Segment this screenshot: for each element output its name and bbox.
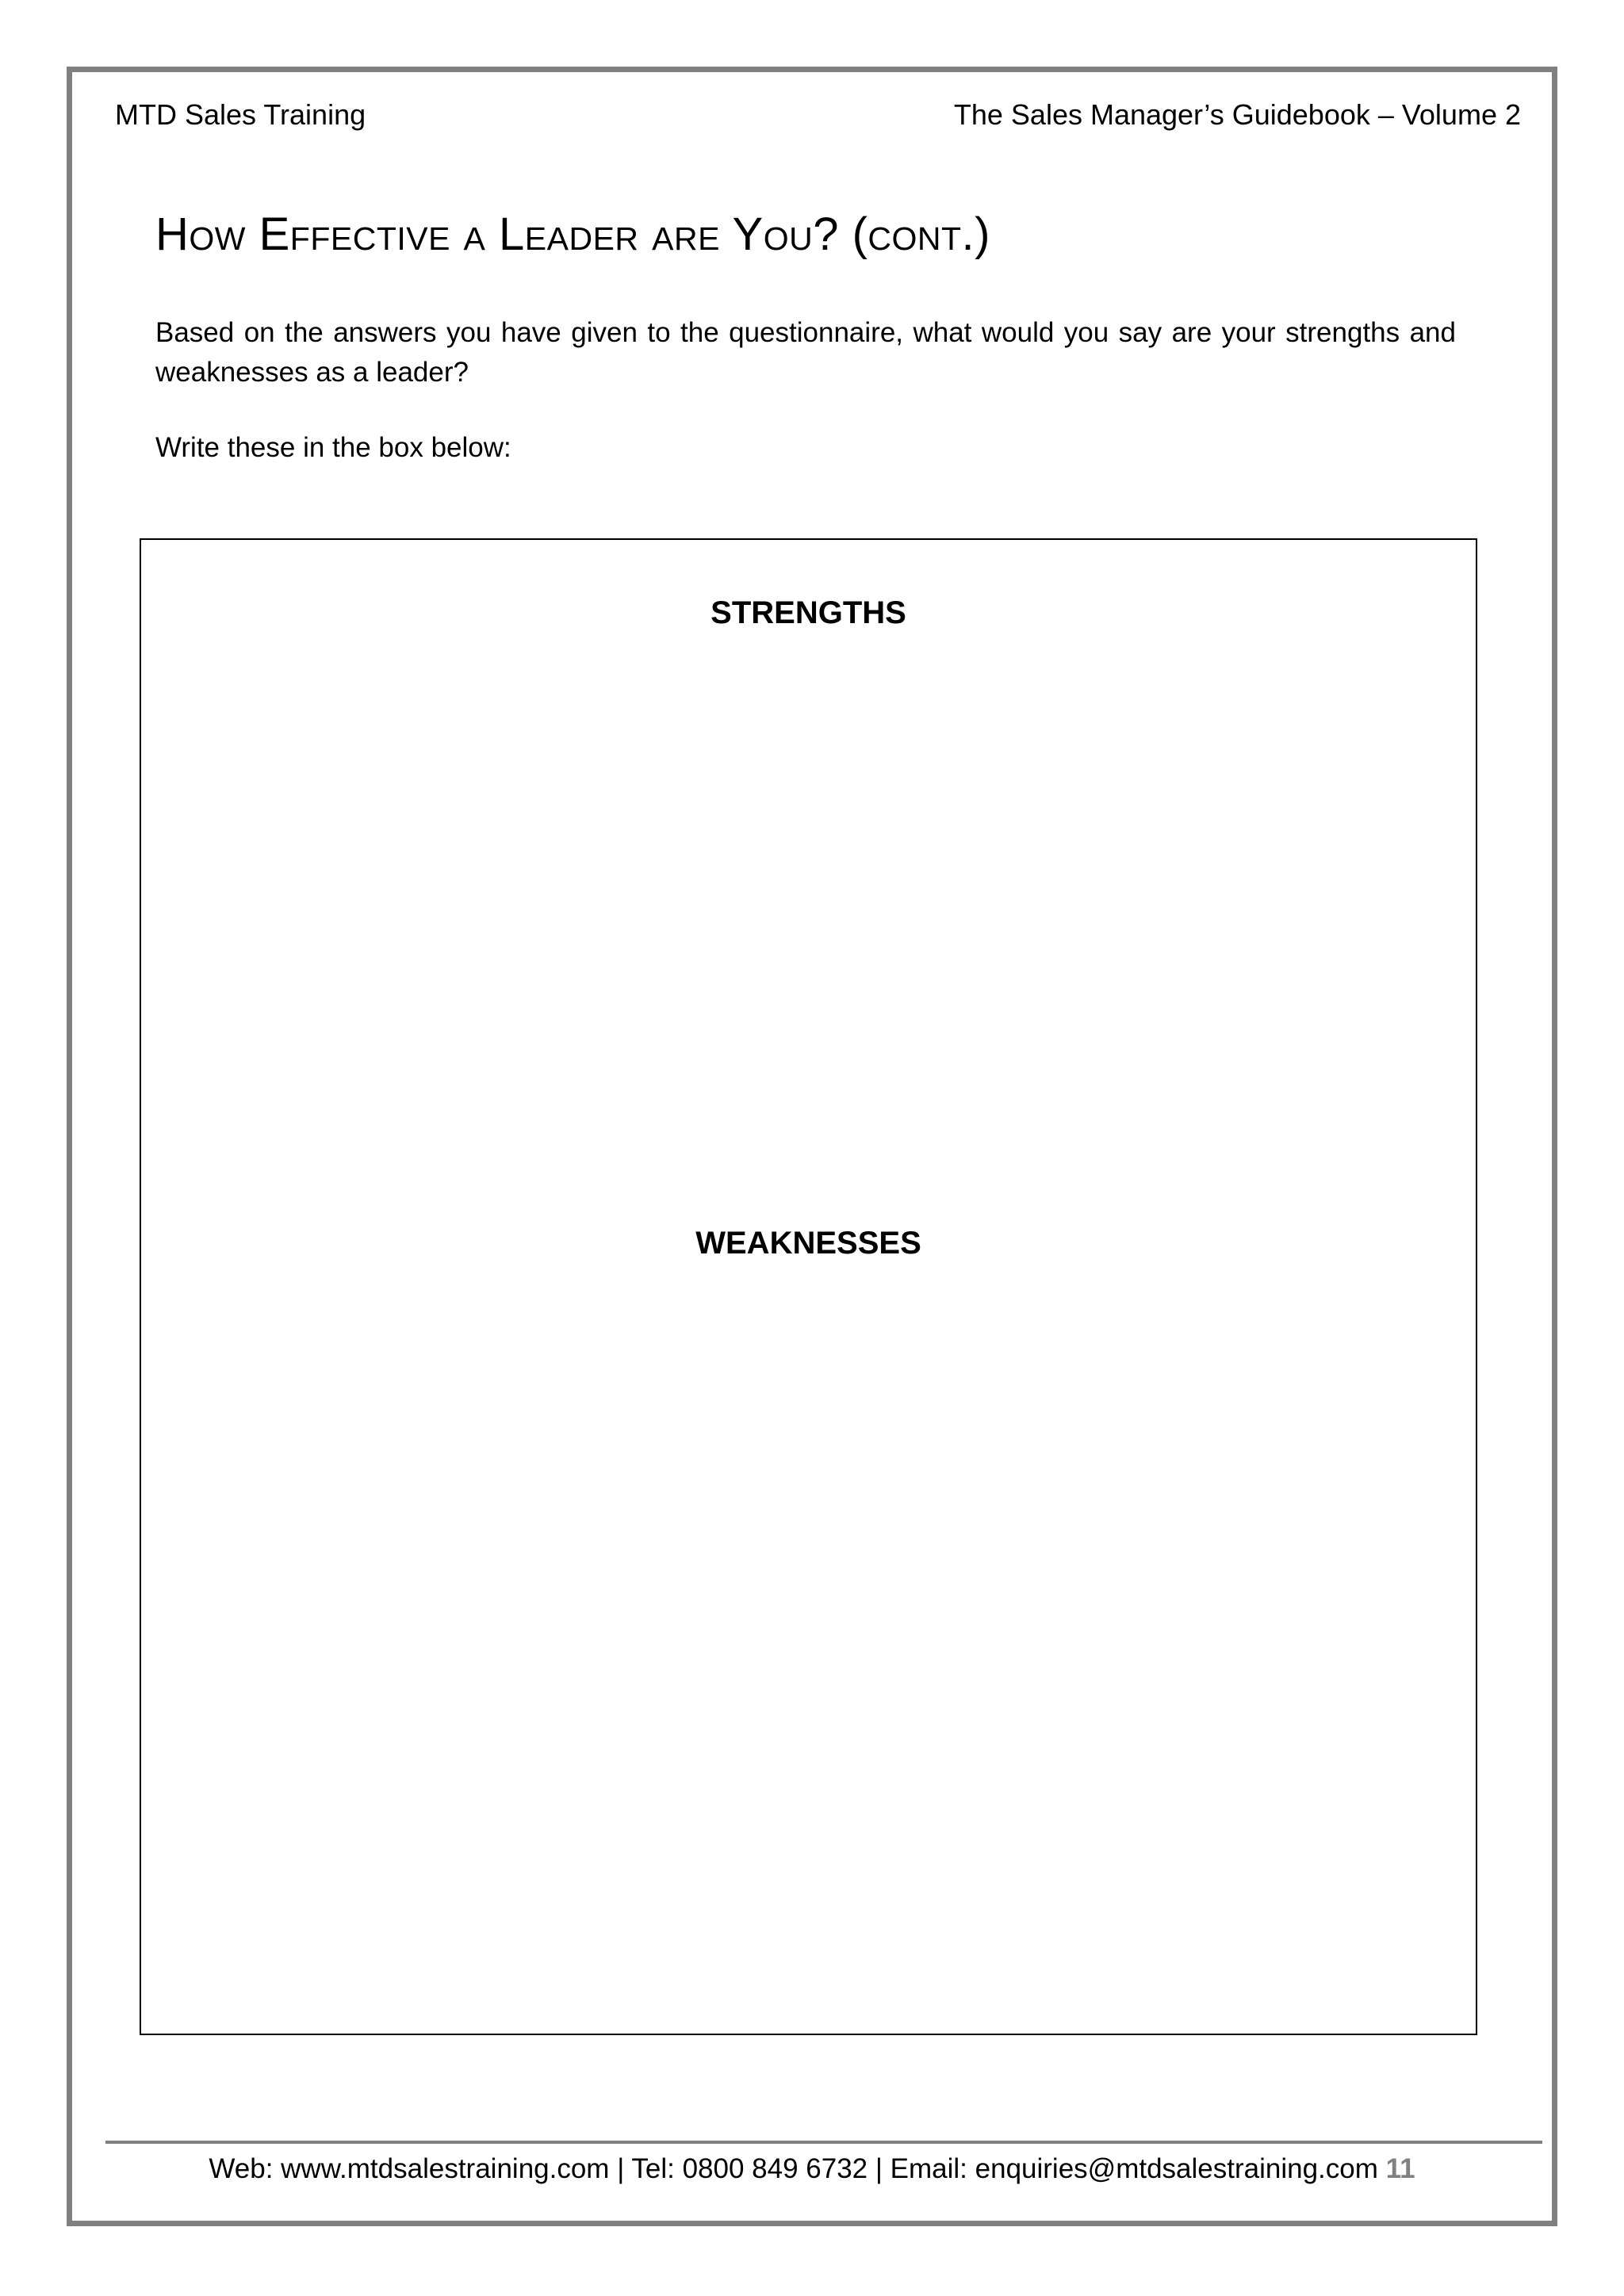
instruction-text: Write these in the box below: [155,432,511,463]
answer-box[interactable] [140,538,1477,2035]
strengths-heading: STRENGTHS [710,595,906,630]
footer-contact-info: Web: www.mtdsalestraining.com | Tel: 0800 849 6732 | Email: enquiries@mtdsalestraining.com [209,2153,1378,2184]
footer [0,2153,1624,2185]
footer-divider [105,2141,1542,2144]
header-company-name: MTD Sales Training [115,98,366,131]
page-title: How Effective a Leader are You? (cont.) [155,209,990,260]
header-document-title: The Sales Manager’s Guidebook – Volume 2 [953,98,1521,131]
intro-paragraph: Based on the answers you have given to the questionnaire, what would you say are your strengths and weaknesses as a leader? [155,317,1456,388]
weaknesses-heading: WEAKNESSES [695,1226,921,1261]
page-number: 11 [1385,2153,1415,2184]
